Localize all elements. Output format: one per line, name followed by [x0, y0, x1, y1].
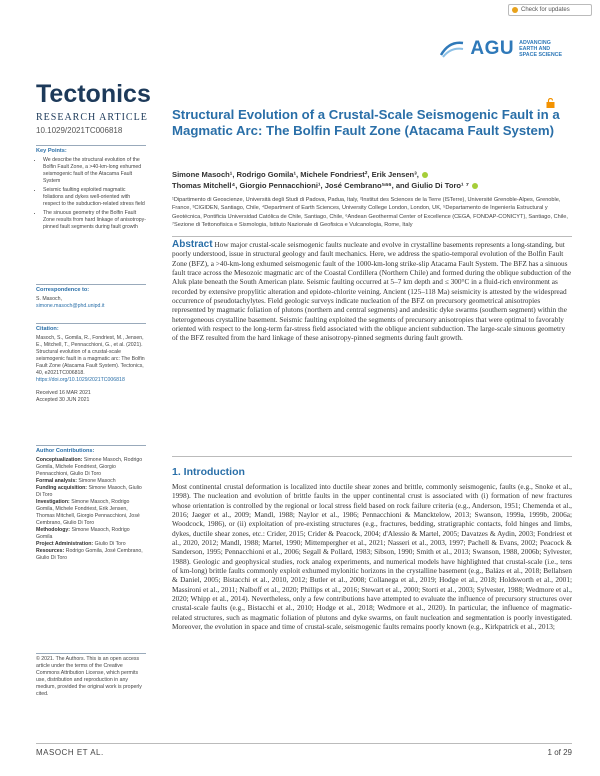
abstract	[172, 240, 572, 343]
orcid-icon[interactable]	[472, 183, 478, 189]
abstract-label: Abstract	[172, 239, 213, 250]
sidebar-divider	[36, 284, 146, 285]
article-doi[interactable]: 10.1029/2021TC006818	[36, 126, 123, 135]
author-list	[172, 169, 572, 191]
correspondence-email[interactable]: simone.masoch@phd.unipd.it	[36, 303, 105, 309]
sidebar-divider	[36, 323, 146, 324]
key-point: • We describe the structural evolution of the Bolfin Fault Zone, a >40-km-long exhumed seismogenic fault of the Atacama Fault System	[43, 157, 146, 185]
introduction-heading: 1. Introduction	[172, 466, 245, 478]
key-point: • The sinuous geometry of the Bolfin Fault Zone results from hard linkage of anisotropy-pinned fault segments during fault growth	[43, 210, 146, 231]
section-divider	[172, 456, 572, 457]
agu-tagline: ADVANCING EARTH AND SPACE SCIENCE	[519, 40, 562, 58]
key-points: Key Points: • We describe the structural evolution of the Bolfin Fault Zone, a >40-km-long exhumed seismogenic fault of the Atacama Fault System • Seismic faulting exploited magmatic foliations and dykes well-oriented with respect to the subduction-related stress field • The sinuous geometry of the Bolfin Fault Zone results from hard linkage of anisotropy-pinned fault segments during fault growth	[36, 148, 146, 233]
authors-line-1: Simone Masoch¹, Rodrigo Gomila¹, Michele Fondriest², Erik Jensen³,	[172, 170, 419, 179]
agu-logo	[439, 38, 562, 60]
article-type: RESEARCH ARTICLE	[36, 112, 148, 123]
citation-text: Masoch, S., Gomila, R., Fondriest, M., Jensen, E., Mitchell, T., Pennacchioni, G., et al. (2021). Structural evolution of a crustal-scale seismogenic fault in a magmatic arc: The Bolfin Fault Zone (Atacama Fault System). Tectonics, 40, e2021TC006818.	[36, 335, 145, 376]
abstract-text: How major crustal-scale seismogenic faults nucleate and evolve in crystalline basements represents a long-standing, but poorly understood, issue in structural geology and fault mechanics. Here, we address the spatio-temporal evolution of the Bolfin Fault Zone (BFZ), a >40-km-long exhumed seismogenic fault of the 1000-km-long strike-slip Atacama Fault System. The BFZ has a sinuous fault trace across the Mesozoic magmatic arc of the Coastal Cordillera (Northern Chile) and formed during the oblique subduction of the Aluk plate beneath the South American plate. Seismic faulting occurred at 5–7 km depth and ≤ 300°C in a fluid-rich environment as recorded by extensive propylitic alteration and epidote-chlorite veining. Ancient (125–118 Ma) seismicity is attested by the widespread occurrence of pseudotachylytes. Field geologic surveys indicate nucleation of the BFZ on precursory geometrical anisotropies represented by magmatic foliation of plutons (northern and central segments) and andesitic dyke swarms (southern segment) within the heterogeneous crystalline basement. Seismic faulting exploited the segments of precursory anisotropies that were optimal to favorably oriented with respect to the long-term far-stress field associated with the oblique ancient subduction. The large-scale sinuous geometry of the BFZ resulted from the hard linkage of these anisotropy-pinned segments during fault growth.	[172, 240, 572, 343]
footer-divider	[36, 743, 572, 744]
accepted-date: Accepted 30 JUN 2021	[36, 397, 90, 403]
article-title: Structural Evolution of a Crustal-Scale Seismogenic Fault in a Magmatic Arc: The Bolfin Fault Zone (Atacama Fault System)	[172, 107, 560, 138]
updates-icon	[512, 7, 518, 13]
check-for-updates-badge[interactable]	[508, 4, 592, 16]
agu-wordmark: AGU	[470, 38, 515, 59]
agu-globe-icon	[439, 39, 465, 59]
footer-page-number: 1 of 29	[547, 748, 572, 757]
license-text: © 2021. The Authors. This is an open access article under the terms of the Creative Commons Attribution License, which permits use, distribution and reproduction in any medium, provided the original work is properly cited.	[36, 656, 142, 697]
sidebar-divider	[36, 445, 146, 446]
updates-label: Check for updates	[521, 7, 570, 13]
citation: Citation: Masoch, S., Gomila, R., Fondriest, M., Jensen, E., Mitchell, T., Pennacchioni, G., et al. (2021). Structural evolution of a crustal-scale seismogenic fault in a magmatic arc: The Bolfin Fault Zone (Atacama Fault System). Tectonics, 40, e2021TC006818. https://doi.org/10.1029/2021TC006818 Received 16 MAR 2021 Accepted 30 JUN 2021	[36, 326, 145, 403]
correspondence: Correspondence to: S. Masoch, simone.masoch@phd.unipd.it	[36, 287, 146, 310]
journal-name: Tectonics	[36, 80, 151, 108]
introduction-text: Most continental crustal deformation is localized into ductile shear zones and brittle, commonly seismogenic, faults (e.g., Snoke et al., 1998). The nucleation and evolution of brittle faults in the upper continental crust is associated with (i) formation of new fractures whose orientation is controlled by the regional or local stress field based on rock failure criteria (e.g., Anderson, 1951; Chemenda et al., 2016; Jaeger et al., 2009; Mandl, 1988; Naylor et al., 1986; Pennacchioni & Mancktelow, 2013; Swanson, 1999a, 1999b, 2006a; Woodcock, 1986), or (ii) exploitation of pre-existing structures (e.g., fractures, bedding, stratigraphic contacts, fold hinges and limbs, dykes, ductile shear zones, etc.: Crider, 2015; Crider & Peacock, 2004; d'Alessio & Martel, 2005; Davatzes & Aydin, 2003; Fondriest et al., 2020, 2012; Mandl, 1988; Martel, 1990; Mittempergher et al., 2021; Nasseri et al., 2003, 1997; Pachell & Evans, 2002; Peacock & Sanderson, 1995; Pennacchioni et al., 2006; Segall & Pollard, 1983; Sibson, 1990; Smith et al., 2013; Swanson, 1988, 2006b; Sylvester, 1988). Geologic and geophysical studies, rock analog experiments, and numerical models have highlighted that crustal-scale (i.e., tens of km-long) brittle faults commonly exploit exhumed mylonitic horizons in the crystalline basement (e.g., Balázs et al., 2018; Bellahsen & Daniel, 2005; Bistacchi et al., 2010, 2012; Butler et al., 2008; Collanega et al., 2019; Hodge et al., 2018; Holdsworth et al., 2001; Massironi et al., 2011; Nalboff et al., 2020; Phillips et al., 2016; Stewart et al., 2000; Storti et al., 2003; Sylvester, 1988; Wedmore et al., 2020; Whipp et al., 2014). Nevertheless, only a few contributions have attempted to evaluate the influence of precursory structures over crustal-scale faults (e.g., Bistacchi et al., 2010; Hodge et al., 2018; Wedmore et al., 2020). In particular, the influence of magmatic-related structures, such as magmatic foliation of plutons and dyke swarms, on fault nucleation and segmentation is poorly investigated. Moreover, the evolution in space and time of crustal-scale, seismogenic faults remains poorly known (e.g., Kirkpatrick et al., 2013;	[172, 482, 572, 632]
license	[36, 656, 146, 698]
affiliations: ¹Dipartimento di Geoscienze, Università degli Studi di Padova, Padua, Italy, ²Institut des Sciences de la Terre (ISTerre), Université Grenoble-Alpes, Grenoble, France, ³CIGIDEN, Santiago, Chile, ⁴Department of Earth Sciences, University College London, London, UK, ⁵Departamento de Ingeniería Estructural y Geotécnica, Pontificia Universidad Católica de Chile, Santiago, Chile, ⁶Andean Geothermal Center of Excellence (CEGA, FONDAP-CONICYT), Santiago, Chile, ⁷Sezione di Tettonofisica e Sismologia, Istituto Nazionale di Geofisica e Vulcanologia, Rome, Italy	[172, 197, 568, 228]
orcid-icon[interactable]	[422, 172, 428, 178]
received-date: Received 16 MAR 2021	[36, 390, 91, 396]
citation-doi-link[interactable]: https://doi.org/10.1029/2021TC006818	[36, 377, 125, 383]
sidebar-divider	[36, 653, 146, 654]
author-contributions: Author Contributions: Conceptualization: Simone Masoch, Rodrigo Gomila, Michele Fondriest, Giorgio Pennacchioni, Giulio Di Toro Formal analysis: Simone Masoch Funding acquisition: Simone Masoch, Giulio Di Toro Investigation: Simone Masoch, Rodrigo Gomila, Michele Fondriest, Erik Jensen, Thomas Mitchell, Giorgio Pennacchioni, José Cembrano, Giulio Di Toro Methodology: Simone Masoch, Rodrigo Gomila Project Administration: Giulio Di Toro Resources: Rodrigo Gomila, José Cembrano, Giulio Di Toro	[36, 448, 143, 561]
authors-line-2: Thomas Mitchell⁴, Giorgio Pennacchioni¹, José Cembrano⁵ᵃ⁶, and Giulio Di Toro¹ ⁷	[172, 181, 469, 190]
abstract-divider	[172, 236, 572, 237]
sidebar-divider	[36, 145, 146, 146]
footer-authors: MASOCH ET AL.	[36, 748, 104, 757]
key-point: • Seismic faulting exploited magmatic foliations and dykes well-oriented with respect to the subduction-related stress field	[43, 187, 146, 208]
